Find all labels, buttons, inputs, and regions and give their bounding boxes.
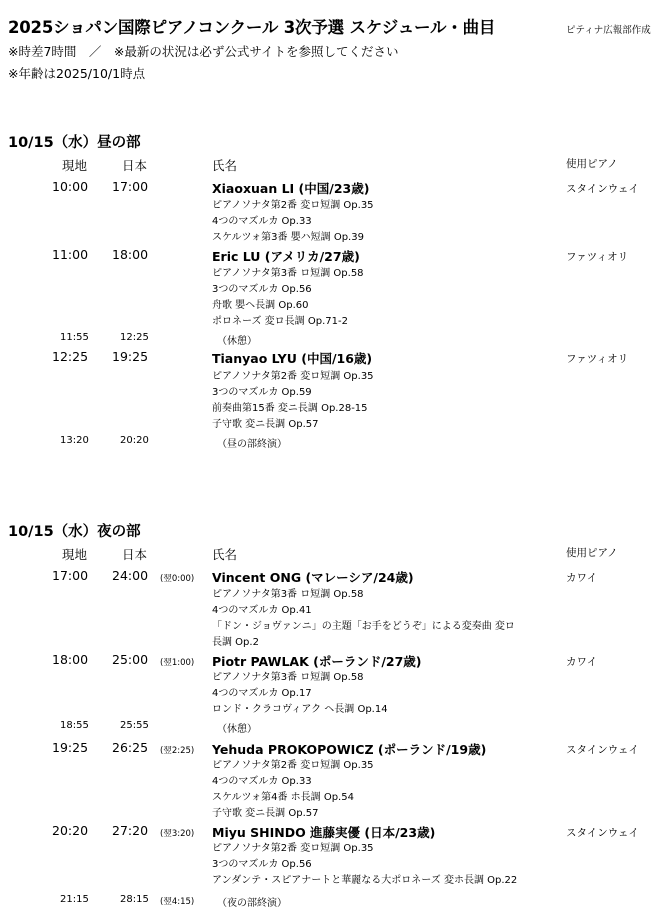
work-item: ピアノソナタ第3番 ロ短調 Op.58 bbox=[212, 268, 364, 279]
page-title: 2025ショパン国際ピアノコンクール 3次予選 スケジュール・曲目 bbox=[8, 18, 496, 37]
work-item: アンダンテ・スピアナートと華麗なる大ポロネーズ 変ホ長調 Op.22 bbox=[212, 875, 518, 886]
japan-time: 25:55 bbox=[120, 720, 149, 731]
work-item: ピアノソナタ第2番 変ロ短調 Op.35 bbox=[212, 760, 374, 771]
japan-time: 25:00 bbox=[112, 652, 149, 667]
header-name: 氏名 bbox=[212, 158, 238, 173]
session-title: 10/15（水）夜の部 bbox=[8, 524, 141, 540]
work-list bbox=[212, 266, 364, 330]
header-japan: 日本 bbox=[122, 158, 148, 173]
work-item: スケルツォ第3番 嬰ハ短調 Op.39 bbox=[212, 232, 364, 243]
japan-time: 20:20 bbox=[120, 435, 149, 446]
session-title: 10/15（水）昼の部 bbox=[8, 135, 141, 151]
work-item: 4つのマズルカ Op.17 bbox=[212, 688, 312, 699]
header-local: 現地 bbox=[62, 547, 88, 562]
work-item: 3つのマズルカ Op.59 bbox=[212, 387, 312, 398]
header-local: 現地 bbox=[62, 158, 88, 173]
header-japan: 日本 bbox=[122, 547, 148, 562]
work-item: ロンド・クラコヴィアク ヘ長調 Op.14 bbox=[212, 704, 388, 715]
local-time: 11:55 bbox=[60, 332, 89, 343]
local-time: 19:25 bbox=[52, 740, 89, 755]
note-age: ※年齢は2025/10/1時点 bbox=[8, 66, 146, 81]
credit-text: ピティナ広報部作成 bbox=[566, 25, 651, 36]
work-item: 4つのマズルカ Op.33 bbox=[212, 776, 312, 787]
work-item: ピアノソナタ第2番 変ロ短調 Op.35 bbox=[212, 371, 374, 382]
work-item: 4つのマズルカ Op.33 bbox=[212, 216, 312, 227]
work-item: スケルツォ第4番 ホ長調 Op.54 bbox=[212, 792, 354, 803]
work-list bbox=[212, 198, 374, 246]
next-day-time: (翌3:20) bbox=[160, 829, 195, 839]
japan-time: 27:20 bbox=[112, 823, 149, 838]
work-list bbox=[212, 369, 374, 433]
work-item: ピアノソナタ第2番 変ロ短調 Op.35 bbox=[212, 200, 374, 211]
header-piano: 使用ピアノ bbox=[566, 547, 618, 559]
local-time: 11:00 bbox=[52, 247, 89, 262]
local-time: 20:20 bbox=[52, 823, 89, 838]
note-timezone: ※時差7時間 ／ ※最新の状況は必ず公式サイトを参照してください bbox=[8, 44, 399, 59]
japan-time: 28:15 bbox=[120, 894, 149, 905]
local-time: 10:00 bbox=[52, 179, 89, 194]
performer-name: Xiaoxuan LI (中国/23歳) bbox=[212, 181, 370, 196]
japan-time: 18:00 bbox=[112, 247, 149, 262]
header-name: 氏名 bbox=[212, 547, 238, 562]
work-list bbox=[212, 670, 388, 718]
work-list bbox=[212, 587, 515, 651]
header-piano: 使用ピアノ bbox=[566, 158, 618, 170]
work-item: 4つのマズルカ Op.41 bbox=[212, 605, 312, 616]
work-item: 前奏曲第15番 変ニ長調 Op.28-15 bbox=[212, 403, 368, 414]
break-label: （夜の部終演） bbox=[217, 898, 287, 909]
local-time: 13:20 bbox=[60, 435, 89, 446]
work-item: 3つのマズルカ Op.56 bbox=[212, 284, 312, 295]
work-item: 「ドン・ジョヴァンニ」の主題「お手をどうぞ」による変奏曲 変ロ bbox=[212, 621, 515, 632]
performer-name: Piotr PAWLAK (ポーランド/27歳) bbox=[212, 654, 422, 669]
piano-brand: カワイ bbox=[566, 656, 598, 668]
japan-time: 26:25 bbox=[112, 740, 149, 755]
piano-brand: スタインウェイ bbox=[566, 183, 639, 195]
work-list bbox=[212, 758, 374, 822]
local-time: 17:00 bbox=[52, 568, 89, 583]
performer-name: Vincent ONG (マレーシア/24歳) bbox=[212, 570, 414, 585]
performer-name: Tianyao LYU (中国/16歳) bbox=[212, 351, 373, 366]
japan-time: 24:00 bbox=[112, 568, 149, 583]
piano-brand: カワイ bbox=[566, 572, 598, 584]
work-item: ピアノソナタ第2番 変ロ短調 Op.35 bbox=[212, 843, 374, 854]
local-time: 12:25 bbox=[52, 349, 89, 364]
work-item: ピアノソナタ第3番 ロ短調 Op.58 bbox=[212, 672, 364, 683]
next-day-time: (翌0:00) bbox=[160, 574, 195, 584]
japan-time: 12:25 bbox=[120, 332, 149, 343]
work-item: 3つのマズルカ Op.56 bbox=[212, 859, 312, 870]
local-time: 18:00 bbox=[52, 652, 89, 667]
piano-brand: ファツィオリ bbox=[566, 251, 629, 263]
performer-name: Yehuda PROKOPOWICZ (ポーランド/19歳) bbox=[212, 742, 487, 757]
performer-name: Miyu SHINDO 進藤実優 (日本/23歳) bbox=[212, 825, 436, 840]
performer-name: Eric LU (アメリカ/27歳) bbox=[212, 249, 360, 264]
japan-time: 19:25 bbox=[112, 349, 149, 364]
piano-brand: ファツィオリ bbox=[566, 353, 629, 365]
local-time: 18:55 bbox=[60, 720, 89, 731]
piano-brand: スタインウェイ bbox=[566, 827, 639, 839]
work-item: ポロネーズ 変ロ長調 Op.71-2 bbox=[212, 316, 348, 327]
piano-brand: スタインウェイ bbox=[566, 744, 639, 756]
next-day-time: (翌2:25) bbox=[160, 746, 195, 756]
local-time: 21:15 bbox=[60, 894, 89, 905]
work-list bbox=[212, 841, 517, 889]
break-label: （昼の部終演） bbox=[217, 439, 287, 450]
break-label: （休憩） bbox=[217, 724, 257, 735]
next-day-time: (翌1:00) bbox=[160, 658, 195, 668]
break-label: （休憩） bbox=[217, 336, 257, 347]
work-item: 舟歌 嬰ヘ長調 Op.60 bbox=[212, 300, 309, 311]
work-item: 子守歌 変ニ長調 Op.57 bbox=[212, 808, 319, 819]
next-day-time: (翌4:15) bbox=[160, 897, 195, 907]
work-item: 長調 Op.2 bbox=[212, 637, 259, 648]
japan-time: 17:00 bbox=[112, 179, 149, 194]
work-item: ピアノソナタ第3番 ロ短調 Op.58 bbox=[212, 589, 364, 600]
work-item: 子守歌 変ニ長調 Op.57 bbox=[212, 419, 319, 430]
